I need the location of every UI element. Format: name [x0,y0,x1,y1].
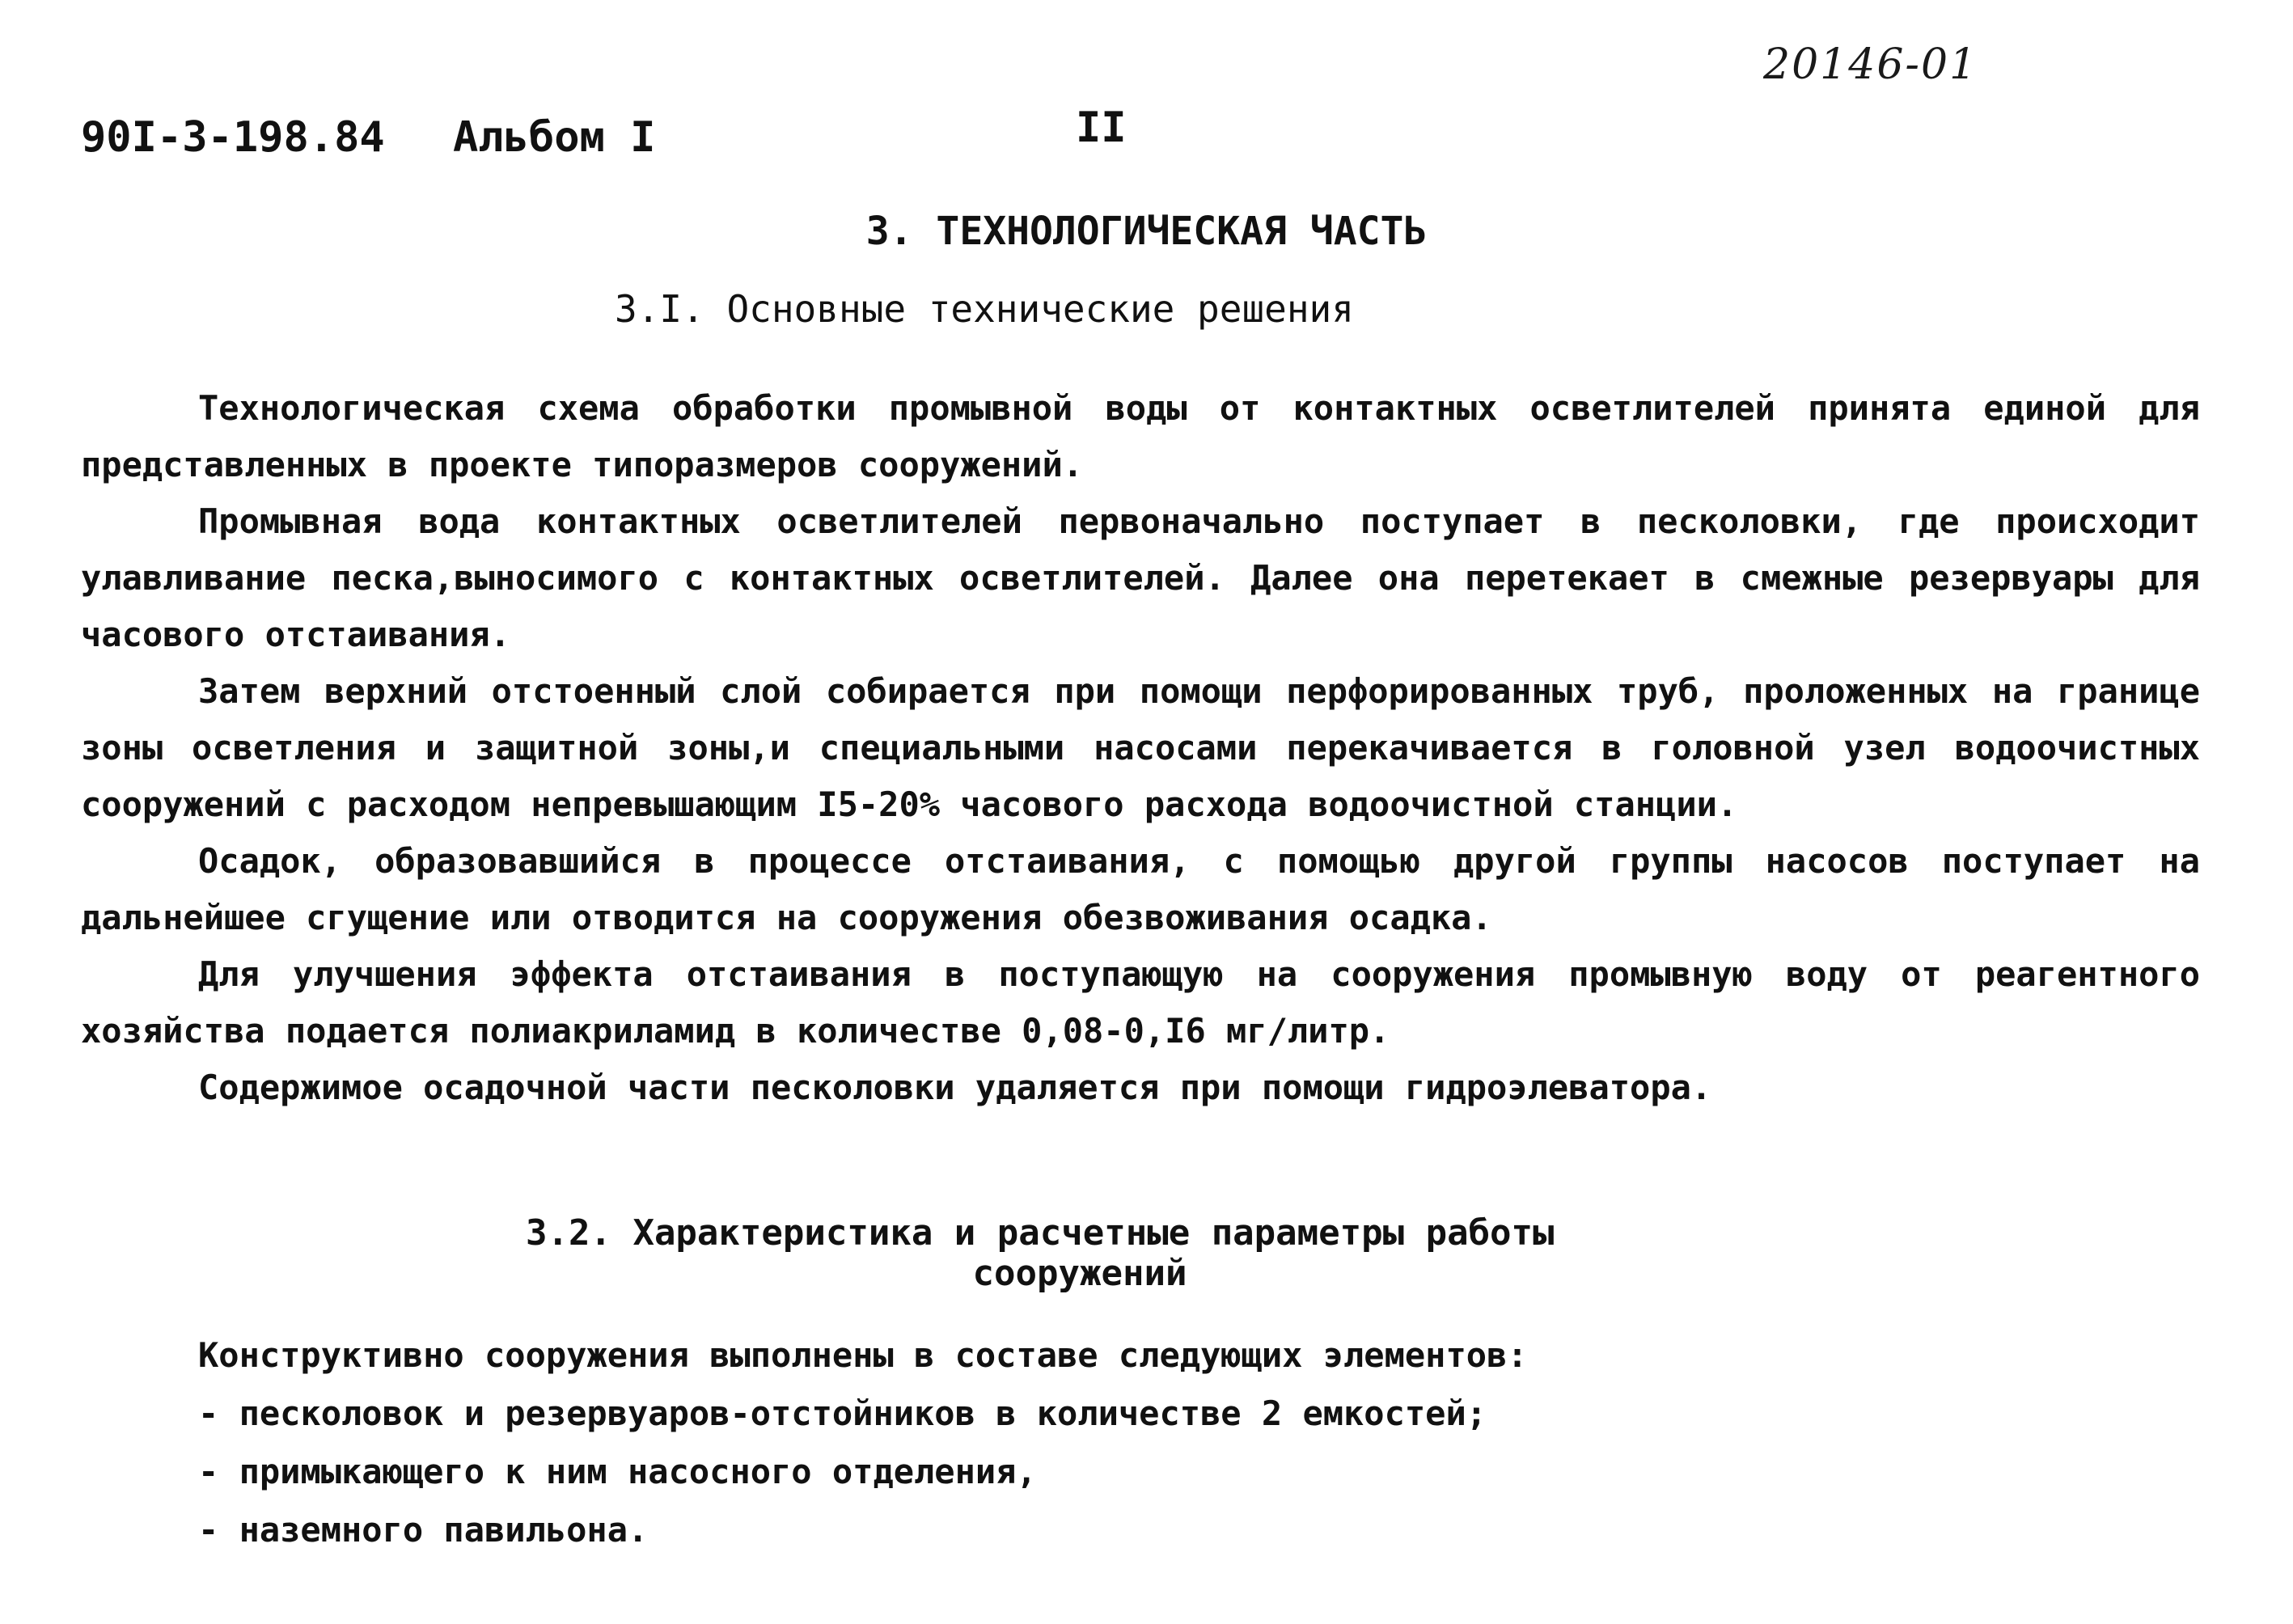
paragraph: Технологическая схема обработки промывной воды от контактных осветлителей принята единой для представленных в проекте типоразмеров сооружений. [81,388,2200,484]
section-title: 3. ТЕХНОЛОГИЧЕСКАЯ ЧАСТЬ [865,209,1428,254]
list-item: - наземного павильона. [198,1510,649,1550]
subsection-2-title [526,1213,1634,1294]
list-item: - песколовок и резервуаров-отстойников в количестве 2 емкостей; [198,1394,1487,1433]
album-label: Альбом I [453,113,656,162]
paragraph: Содержимое осадочной части песколовки удаляется при помощи гидроэлеватора. [198,1068,1712,1107]
paragraph: Осадок, образовавшийся в процессе отстаивания, с помощью другой группы насосов поступает на дальнейшее сгущение или отводится на сооружения обезвоживания осадка. [81,841,2200,937]
document-code: 90I-3-198.84 [81,113,385,162]
subsection-title: 3.I. Основные технические решения [615,287,1354,331]
paragraph: Затем верхний отстоенный слой собирается при помощи перфорированных труб, проложенных на границе зоны осветления и защитной зоны,и специальными насосами перекачивается в головной узел водоочистных сооружений с расходом непревышающим I5-20% часового расхода водоочистной станции. [81,671,2200,824]
subsection-2-title-line2: сооружений [972,1253,1187,1294]
subsection-2-title-line1: 3.2. Характеристика и расчетные параметры работы [526,1212,1555,1254]
handwritten-number: 20146-01 [1763,40,1978,89]
list-intro: Конструктивно сооружения выполнены в составе следующих элементов: [198,1335,1528,1375]
page-number: II [1076,104,1127,152]
paragraph: Промывная вода контактных осветлителей первоначально поступает в песколовки, где происходит улавливание песка,выносимого с контактных осветлителей. Далее она перетекает в смежные резервуары для часового отстаивания. [81,501,2200,654]
body-text [81,380,2200,1116]
elements-list [198,1326,1528,1559]
list-item: - примыкающего к ним насосного отделения, [198,1452,1037,1491]
paragraph: Для улучшения эффекта отстаивания в поступающую на сооружения промывную воду от реагентного хозяйства подается полиакриламид в количестве 0,08-0,I6 мг/литр. [81,954,2200,1051]
